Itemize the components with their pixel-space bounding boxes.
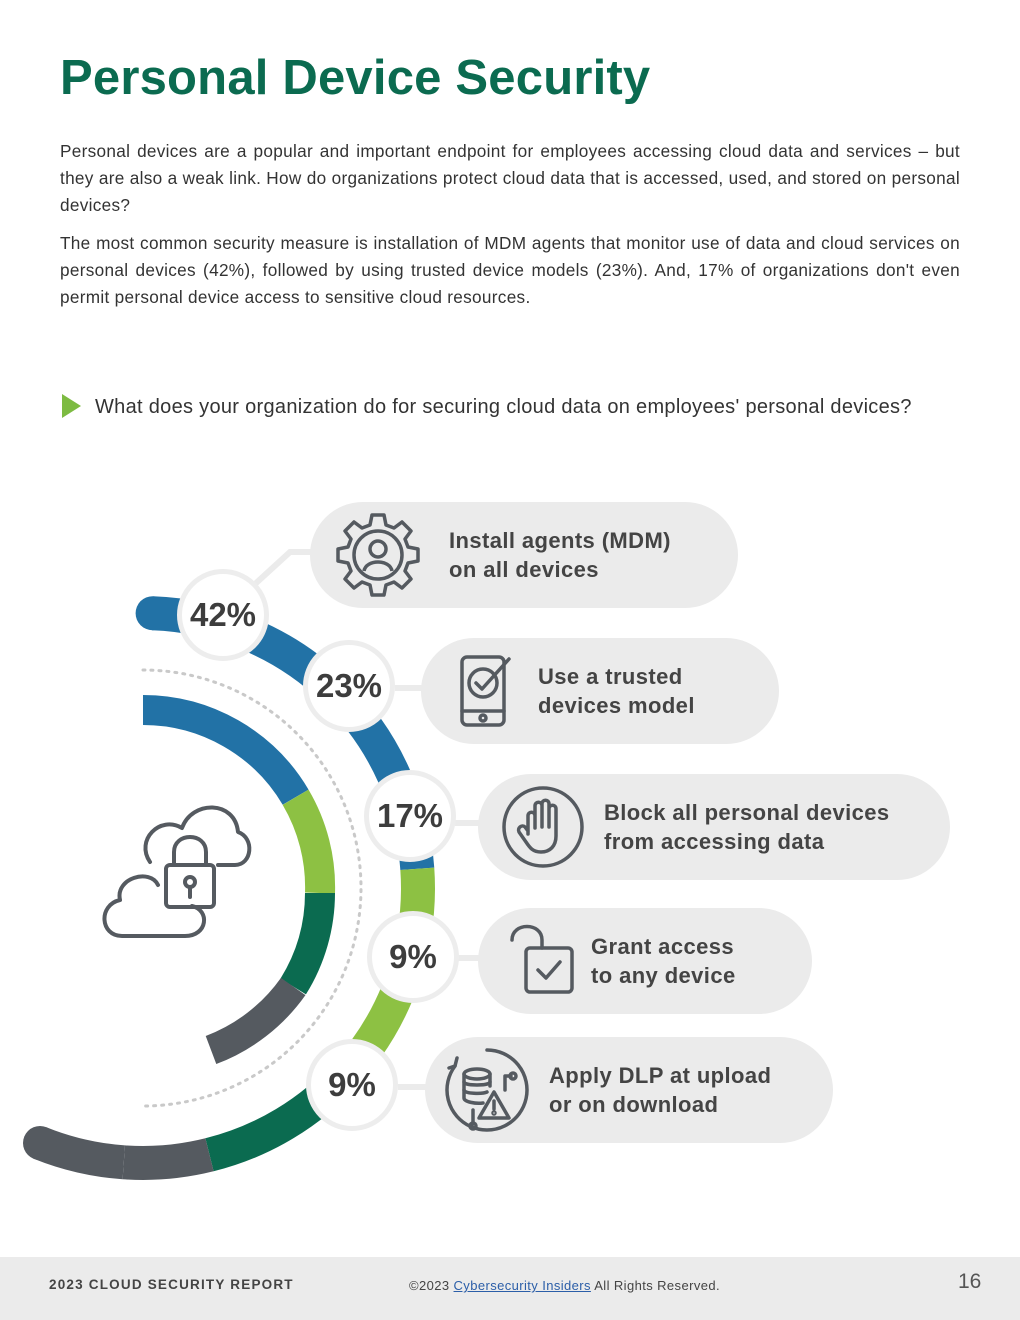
footer-report-title: 2023 CLOUD SECURITY REPORT — [49, 1277, 294, 1292]
option-grant — [478, 908, 812, 1014]
option-label-line: on all devices — [449, 557, 599, 582]
phone-check-icon — [457, 653, 517, 729]
rights-text: All Rights Reserved. — [594, 1278, 720, 1293]
option-label-block — [604, 798, 890, 856]
option-label-dlp — [549, 1061, 771, 1119]
option-dlp — [425, 1037, 833, 1143]
value-badge-trusted: 23% — [303, 640, 395, 732]
value-badge-grant: 9% — [367, 911, 459, 1003]
inner-arc-segment-mdm — [143, 710, 296, 797]
option-mdm — [310, 502, 738, 608]
option-label-trusted — [538, 662, 695, 720]
page-footer — [0, 1257, 1020, 1320]
option-label-line: Use a trusted — [538, 664, 683, 689]
option-label-line: Grant access — [591, 934, 734, 959]
page-number: 16 — [958, 1270, 982, 1293]
copyright-year: ©2023 — [409, 1278, 450, 1293]
option-label-line: from accessing data — [604, 829, 825, 854]
footer-copyright — [409, 1278, 720, 1293]
cloud-lock-icon — [104, 807, 249, 936]
outer-arc-start-cap — [136, 596, 170, 630]
outer-arc-end-cap — [23, 1126, 57, 1160]
question-text: What does your organization do for securing cloud data on employees' personal devices? — [95, 396, 912, 418]
intro-paragraph-1: Personal devices are a popular and important endpoint for employees accessing cloud data and services – but they are also a weak link. How do organizations protect cloud data that is accessed, used, and stored on personal devices? — [60, 141, 960, 215]
option-label-mdm — [449, 526, 671, 584]
page-title: Personal Device Security — [60, 51, 651, 105]
option-label-line: devices model — [538, 693, 695, 718]
outer-arc-segment-4 — [124, 1155, 210, 1163]
gear-user-icon — [334, 511, 422, 599]
inner-arc-segment-grant — [211, 987, 293, 1051]
hand-stop-icon — [500, 784, 586, 870]
value-badge-mdm: 42% — [177, 569, 269, 661]
option-trusted — [421, 638, 779, 744]
option-label-line: Apply DLP at upload — [549, 1063, 772, 1088]
intro-paragraph-2: The most common security measure is installation of MDM agents that monitor use of data and cloud services on personal devices (42%), followed by using trusted device models (23%). And, 17% of organizations don't even permit personal device access to sensitive cloud resources. — [60, 233, 960, 307]
cybersecurity-insiders-link[interactable]: Cybersecurity Insiders — [453, 1278, 591, 1293]
unlocked-padlock-icon — [506, 924, 578, 998]
option-label-line: Install agents (MDM) — [449, 528, 671, 553]
inner-arc-segment-trusted — [296, 797, 321, 893]
value-badge-block: 17% — [364, 770, 456, 862]
option-label-line: to any device — [591, 963, 736, 988]
value-badge-dlp: 9% — [306, 1039, 398, 1131]
option-block — [478, 774, 950, 880]
option-label-line: Block all personal devices — [604, 800, 890, 825]
option-label-line: or on download — [549, 1092, 719, 1117]
inner-arc-segment-block — [293, 893, 320, 987]
database-warning-icon — [443, 1046, 531, 1134]
option-label-grant — [591, 932, 736, 990]
